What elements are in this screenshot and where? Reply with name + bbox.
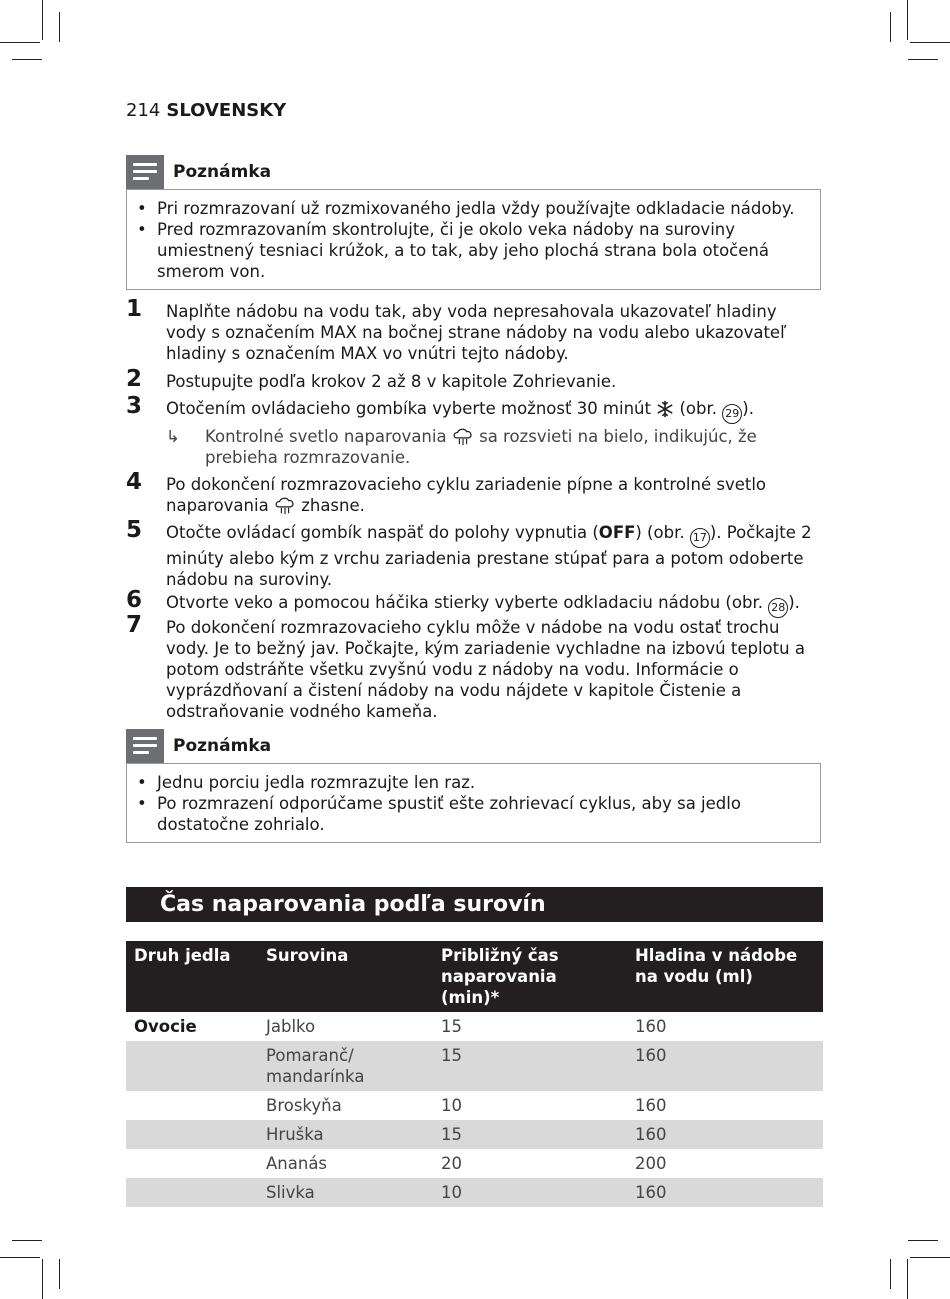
table-header-cell: Približný čas naparovania (min)*: [433, 941, 627, 1012]
steam-light-icon: [274, 497, 296, 515]
table-cell: Ananás: [266, 1154, 328, 1173]
table-cell: [126, 1041, 258, 1091]
figure-ref: 29: [722, 404, 742, 424]
crop-mark: [59, 12, 60, 42]
step-number: 4: [126, 469, 143, 495]
step-number: 1: [126, 296, 143, 322]
crop-mark: [907, 1259, 908, 1299]
table-cell: 160: [627, 1120, 823, 1149]
crop-mark: [908, 1240, 938, 1241]
snowflake-icon: [656, 400, 674, 418]
crop-mark: [12, 1240, 42, 1241]
note-title: Poznámka: [173, 162, 272, 182]
section-heading: Čas naparovania podľa surovín: [126, 887, 823, 922]
note-box: [126, 189, 821, 290]
page-header: [126, 100, 286, 121]
table-cell: 10: [433, 1178, 627, 1207]
figure-ref: 17: [690, 528, 710, 548]
step-number: 3: [126, 393, 143, 419]
step-number: 7: [126, 612, 143, 638]
table-cell: 15: [433, 1120, 627, 1149]
step-number: 5: [126, 517, 143, 543]
table-cell: Ovocie: [134, 1017, 197, 1036]
note-item: • Po rozmrazení odporúčame spustiť ešte zohrievací cyklus, aby sa jedlo dostatočne zohrialo.: [137, 793, 810, 835]
step-text: Otvorte veko a pomocou háčika stierky vyberte odkladaciu nádobu (obr. 28 ).: [166, 592, 816, 618]
crop-mark: [42, 1259, 43, 1299]
crop-mark: [59, 1259, 60, 1289]
note-header: [126, 155, 271, 189]
table-row: [126, 1012, 823, 1041]
crop-mark: [0, 42, 40, 43]
note-item: • Jednu porciu jedla rozmrazujte len raz.: [137, 772, 810, 793]
crop-mark: [907, 0, 908, 40]
table-cell: 10: [441, 1096, 462, 1115]
table-cell: 20: [441, 1154, 462, 1173]
table-row: [126, 1041, 823, 1091]
table-cell: Broskyňa: [266, 1096, 342, 1115]
table-cell: [126, 1120, 258, 1149]
crop-mark: [908, 59, 938, 60]
table-cell: 15: [441, 1017, 462, 1036]
table-cell: Slivka: [258, 1178, 433, 1207]
crop-mark: [0, 1257, 40, 1258]
crop-mark: [42, 0, 43, 40]
crop-mark: [890, 1259, 891, 1289]
note-box: [126, 763, 821, 843]
step-text: Po dokončení rozmrazovacieho cyklu môže v nádobe na vodu ostať trochu vody. Je to bežný jav. Počkajte, kým zariadenie vychladne na izbovú teplotu a potom odstráňte všetku zvyšnú vodu z nádoby na vodu. Informácie o vyprázdňovaní a čistení nádoby na vodu nájdete v kapitole Čistenie a odstraňovanie vodného kameňa.: [166, 618, 805, 721]
step-number: 2: [126, 366, 143, 392]
crop-mark: [890, 12, 891, 42]
table-cell: 15: [433, 1041, 627, 1091]
table-row: [126, 1120, 823, 1149]
table-cell: 160: [635, 1017, 667, 1036]
table-cell: Pomaranč/ mandarínka: [258, 1041, 433, 1091]
note-header: [126, 729, 271, 763]
note-title: Poznámka: [173, 736, 272, 756]
table-row: [126, 1149, 823, 1178]
table-row: [126, 1178, 823, 1207]
note-item: • Pred rozmrazovaním skontrolujte, či je okolo veka nádoby na suroviny umiestnený tesniaci krúžok, a to tak, aby jeho plochá strana bola otočená smerom von.: [137, 219, 810, 282]
table-cell: 160: [627, 1041, 823, 1091]
table-cell: 160: [635, 1096, 667, 1115]
note-icon: [126, 155, 164, 189]
step-text: Otočte ovládací gombík naspäť do polohy vypnutia (OFF) (obr. 17 ). Počkajte 2 minúty alebo kým z vrchu zariadenia prestane stúpať para a potom odoberte nádobu na suroviny.: [166, 523, 812, 589]
result-arrow-icon: ↳: [166, 427, 180, 446]
table-cell: [126, 1178, 258, 1207]
step-text: Postupujte podľa krokov 2 až 8 v kapitole Zohrievanie.: [166, 372, 617, 391]
table-header-cell: Hladina v nádobe na vodu (ml): [627, 941, 823, 1012]
crop-mark: [910, 1257, 950, 1258]
table-header-row: [126, 941, 823, 1012]
table-cell: [126, 1091, 258, 1120]
steaming-times-table: [126, 941, 823, 1207]
step-text: Naplňte nádobu na vodu tak, aby voda nepresahovala ukazovateľ hladiny vody s označením MAX na bočnej strane nádoby na vodu alebo ukazovateľ hladiny s označením MAX vo vnútri tejto nádoby.: [166, 302, 787, 363]
table-header-cell: Druh jedla: [126, 941, 258, 1012]
crop-mark: [12, 59, 42, 60]
page-number: 214: [126, 100, 161, 121]
note-icon: [126, 729, 164, 763]
table-cell: 160: [627, 1178, 823, 1207]
step-number: 6: [126, 587, 143, 613]
step-text: Po dokončení rozmrazovacieho cyklu zariadenie pípne a kontrolné svetlo naparovania zhasne.: [166, 475, 767, 515]
figure-ref: 28: [768, 598, 788, 618]
table-cell: [126, 1149, 258, 1178]
table-header-cell: Surovina: [258, 941, 433, 1012]
table-cell: Hruška: [258, 1120, 433, 1149]
table-row: [126, 1091, 823, 1120]
crop-mark: [910, 42, 950, 43]
table-cell: 200: [635, 1154, 667, 1173]
step-text: Otočením ovládacieho gombíka vyberte možnosť 30 minút (obr. 29 ).: [166, 398, 816, 424]
language-label: SLOVENSKY: [166, 100, 287, 121]
table-cell: Jablko: [266, 1017, 316, 1036]
note-item: • Pri rozmrazovaní už rozmixovaného jedla vždy používajte odkladacie nádoby.: [137, 198, 810, 219]
steam-light-icon: [452, 428, 474, 446]
